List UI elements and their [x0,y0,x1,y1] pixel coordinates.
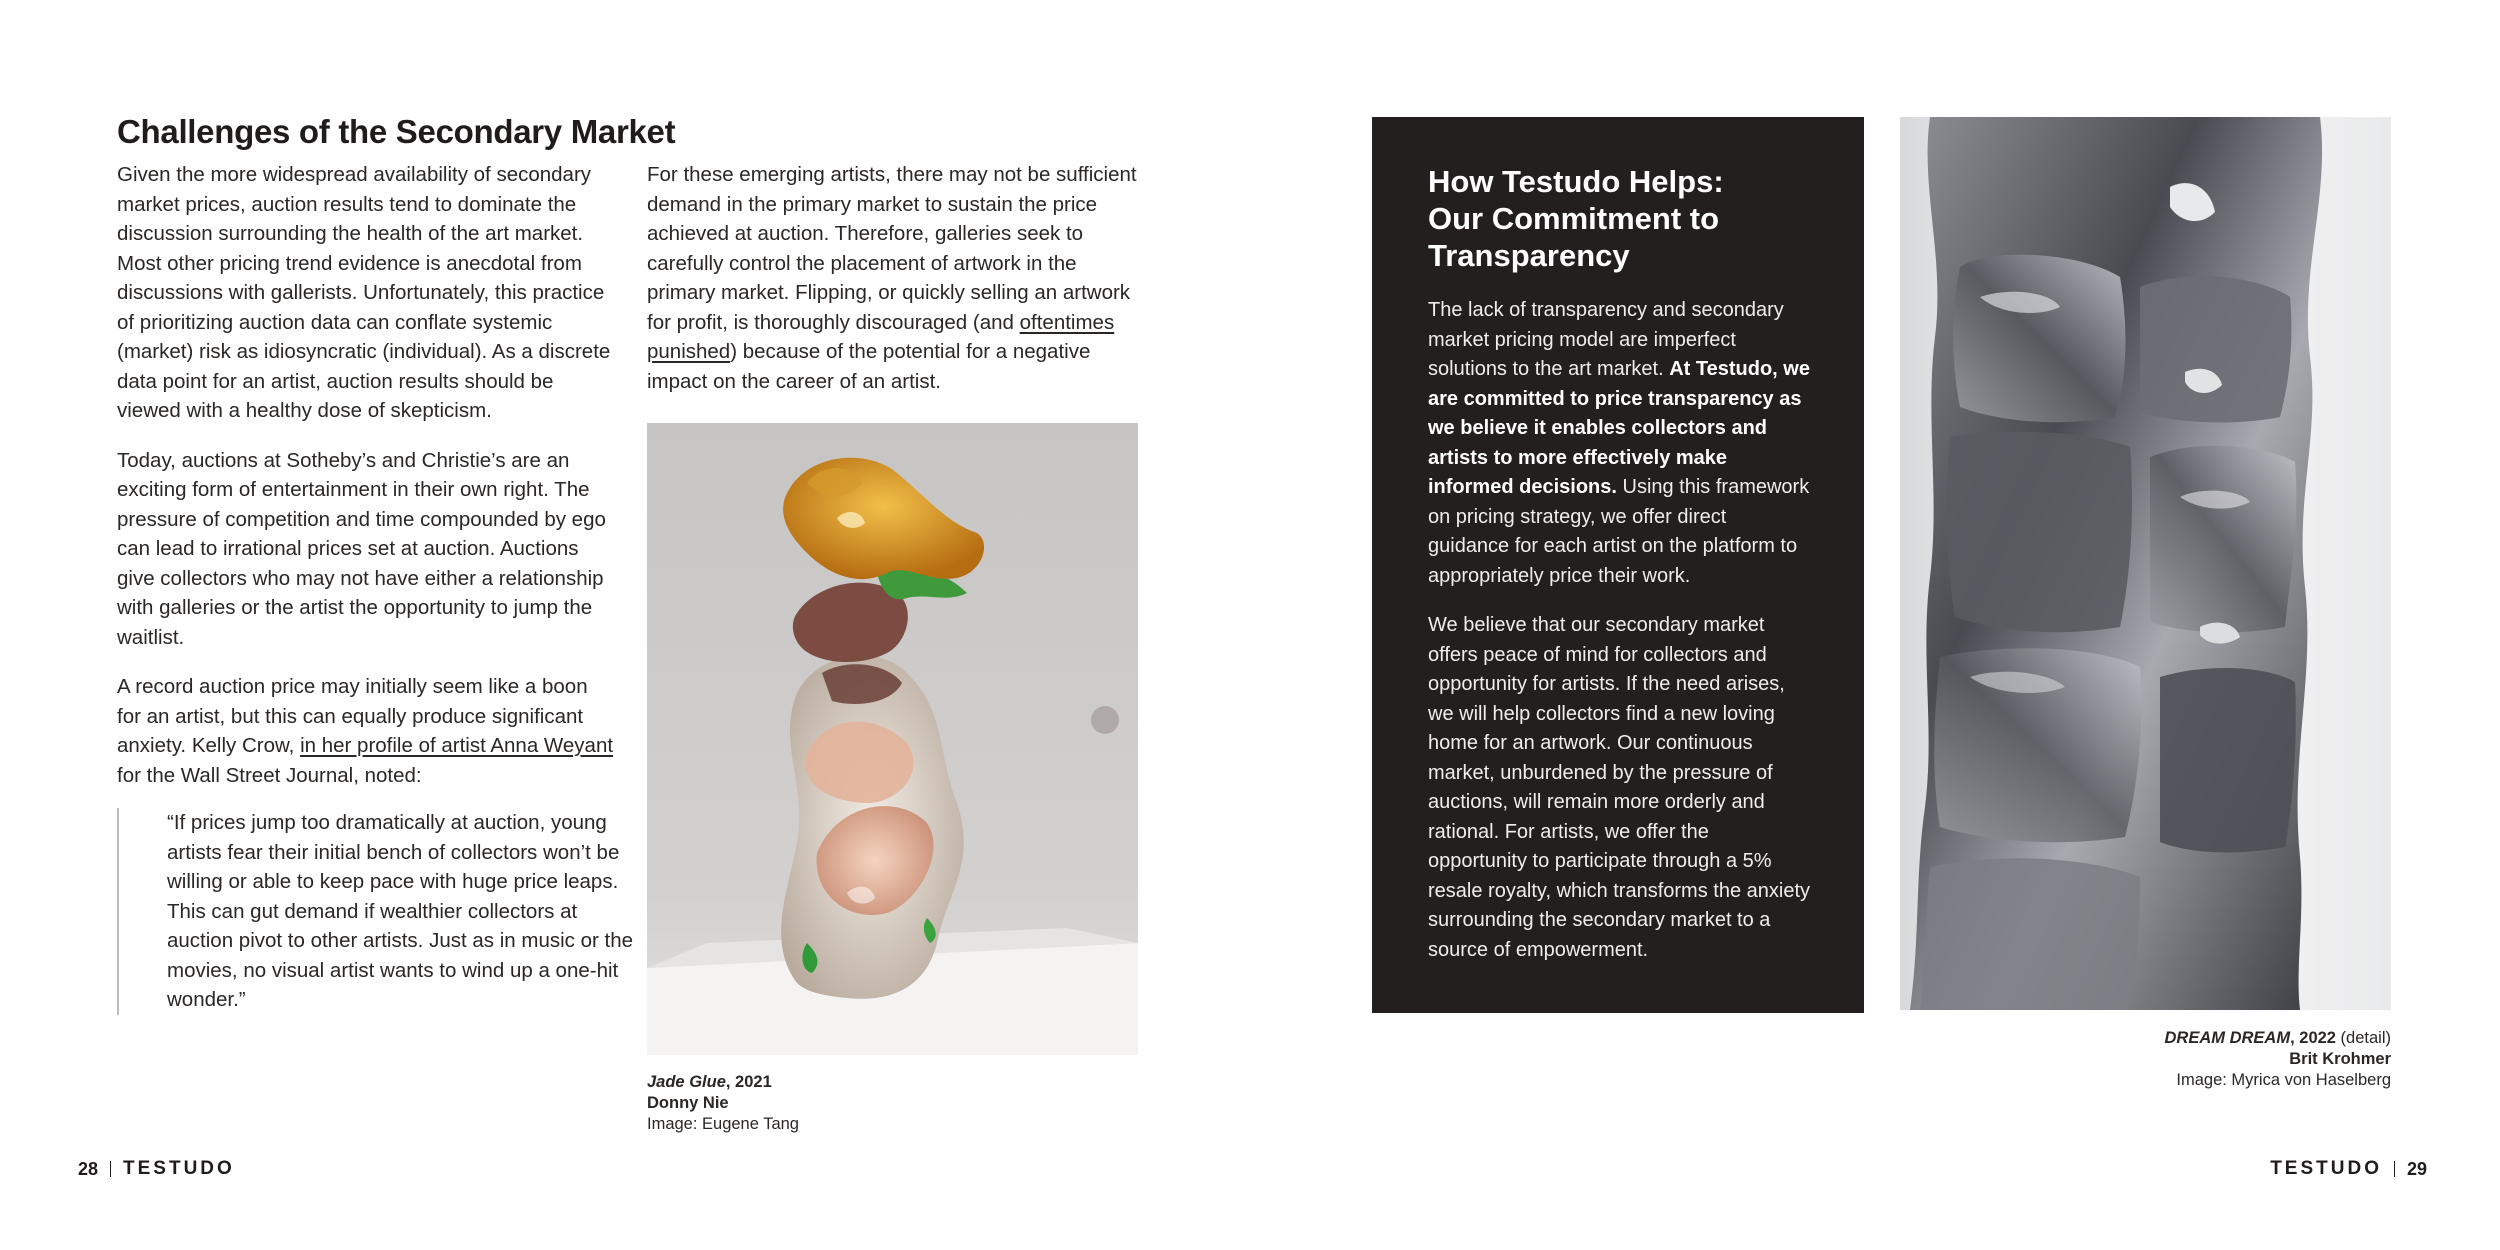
dream-dream-artwork-image [1900,117,2391,1010]
artwork-year: , 2022 [2290,1029,2336,1047]
caption-title-line [647,1072,799,1093]
detail-note: (detail) [2335,1029,2391,1047]
left-page-footer [78,1158,235,1180]
right-page-footer [2270,1158,2427,1180]
pull-quote: “If prices jump too dramatically at auction, young artists fear their initial bench of collectors won’t be willing or able to keep pace with huge price leaps. This can gut demand if wealthier collectors at auction pivot to other artists. Just as in music or the movies, no visual artist wants to wind up a one-hit wonder.” [117,808,642,1015]
paragraph-3: A record auction price may initially seem like a boon for an artist, but this can equally produce significant anxiety. Kelly Crow, in her profile of artist Anna Weyant for the Wall Street Journal, noted: [117,675,614,787]
footer-divider [2394,1161,2395,1177]
left-column [117,160,617,810]
dream-dream-caption [1900,1028,2391,1091]
commitment-statement: At Testudo, we are committed to price transparency as we believe it enables collectors and artists to more effectively make informed decisions. [1428,358,1810,498]
jade-glue-caption [647,1072,799,1135]
oftentimes-punished-link[interactable]: oftentimes punished [647,310,1115,363]
wsj-profile-link[interactable]: in her profile of artist Anna Weyant [300,734,614,757]
artist-name: Brit Krohmer [2289,1050,2391,1068]
panel-text [1428,296,1812,965]
panel-paragraph-1: The lack of transparency and secondary market pricing model are imperfect solutions to the art market. At Testudo, we are committed to price transparency as we believe it enables collectors and artists to more effectively make informed decisions. Using this framework on pricing strategy, we offer direct guidance for each artist on the platform to appropriately price their work. [1428,299,1810,587]
paragraph-2: Today, auctions at Sotheby’s and Christie’s are an exciting form of entertainment in their own right. The pressure of competition and time compounded by ego can lead to irrational prices set at auction. Auctions give collectors who may not have either a relationship with galleries or the artist the opportunity to jump the waitlist. [117,448,606,649]
image-credit: Image: Eugene Tang [647,1115,799,1133]
image-credit: Image: Myrica von Haselberg [2176,1071,2391,1089]
paragraph-1: Given the more widespread availability of secondary market prices, auction results tend to dominate the discussion surrounding the health of the art market. Most other pricing trend evidence is anecdotal from discussions with gallerists. Unfortunately, this practice of prioritizing auction data can conflate systemic (market) risk as idiosyncratic (individual). As a discrete data point for an artist, auction results should be viewed with a healthy dose of skepticism. [117,163,611,422]
brand-logo-text: TESTUDO [2270,1158,2382,1179]
middle-column [647,160,1147,416]
artwork-year: , 2021 [725,1073,772,1091]
jade-glue-artwork-image [647,423,1138,1055]
caption-title-line [1900,1028,2391,1049]
page-number: 28 [78,1158,99,1179]
page-number: 29 [2406,1158,2427,1179]
panel-heading: How Testudo Helps: Our Commitment to Transparency [1428,164,1724,273]
paragraph-4: For these emerging artists, there may not be sufficient demand in the primary market to sustain the price achieved at auction. Therefore, galleries seek to carefully control the placement of artwork in the primary market. Flipping, or quickly selling an artwork for profit, is thoroughly discouraged (and oftentimes punished) because of the potential for a negative impact on the career of an artist. [647,163,1137,393]
testudo-helps-panel [1372,117,1864,1013]
artist-name: Donny Nie [647,1094,729,1112]
footer-divider [110,1161,111,1177]
section-title: Challenges of the Secondary Market [117,113,676,150]
artwork-title: DREAM DREAM [2164,1029,2291,1047]
artwork-title: Jade Glue [647,1073,726,1091]
brand-logo-text: TESTUDO [123,1158,235,1179]
panel-paragraph-2: We believe that our secondary market offers peace of mind for collectors and opportunity for artists. If the need arises, we will help collectors find a new loving home for an artwork. Our continuous market, unburdened by the pressure of auctions, will remain more orderly and rational. For artists, we offer the opportunity to participate through a 5% resale royalty, which transforms the anxiety surrounding the secondary market to a source of empowerment. [1428,614,1811,961]
